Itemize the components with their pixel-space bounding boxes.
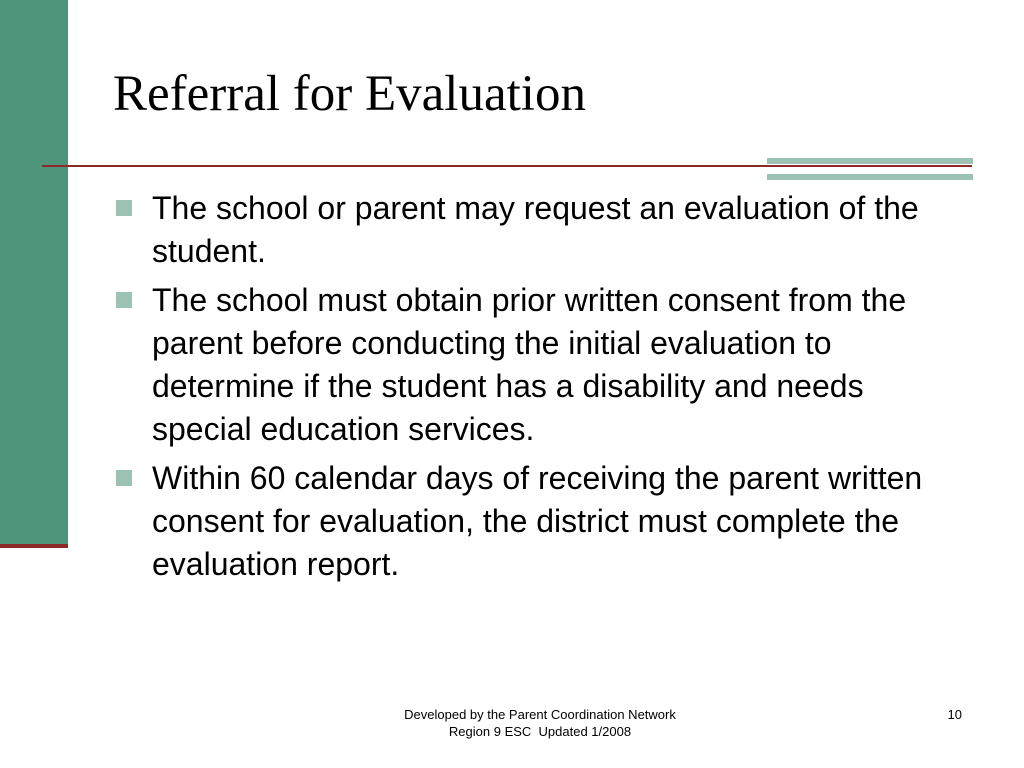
bullet-item-request xyxy=(116,187,966,273)
footer-text xyxy=(360,706,720,740)
footer-line-1: Developed by the Parent Coordination Network xyxy=(404,707,676,722)
square-bullet-icon xyxy=(116,200,132,216)
slide-title: Referral for Evaluation xyxy=(113,66,586,122)
accent-bars xyxy=(767,158,973,180)
left-band-rule xyxy=(0,544,68,548)
bullet-item-consent xyxy=(116,279,966,451)
bullet-item-timeline xyxy=(116,457,966,586)
square-bullet-icon xyxy=(116,292,132,308)
bullet-list xyxy=(116,187,966,592)
left-decorative-band xyxy=(0,0,68,545)
accent-bar-top xyxy=(767,158,973,164)
square-bullet-icon xyxy=(116,470,132,486)
bullet-text: Within 60 calendar days of receiving the parent written consent for evaluation, the district must complete the evaluation report. xyxy=(152,460,923,582)
page-number: 10 xyxy=(947,707,962,722)
bullet-text: The school must obtain prior written consent from the parent before conducting the initial evaluation to determine if the student has a disability and needs special education services. xyxy=(152,282,907,447)
bullet-text: The school or parent may request an evaluation of the student. xyxy=(152,190,919,269)
footer-line-2: Region 9 ESC Updated 1/2008 xyxy=(448,724,632,739)
accent-bar-bottom xyxy=(767,174,973,180)
